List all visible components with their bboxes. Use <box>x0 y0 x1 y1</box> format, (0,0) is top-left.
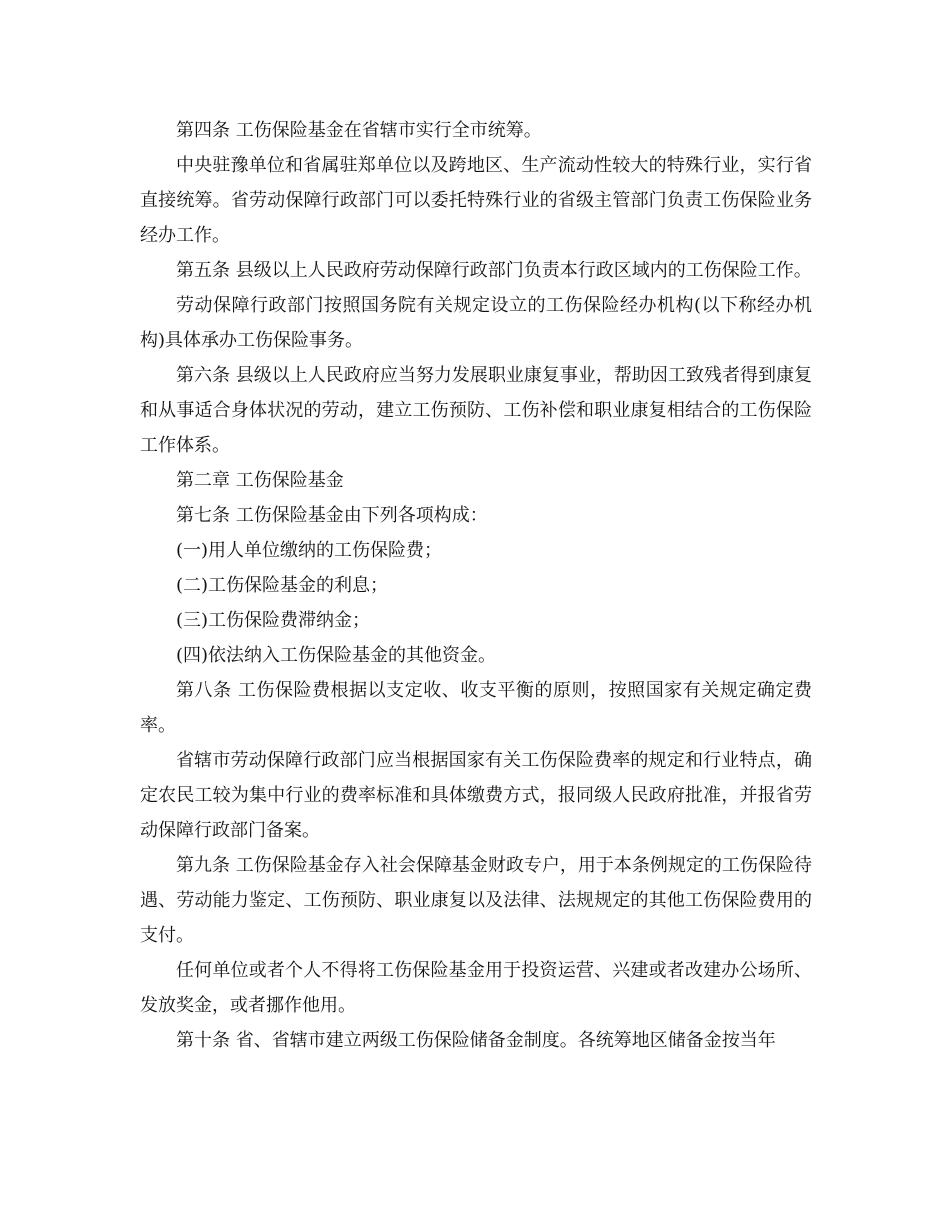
list-item-2: (二)工伤保险基金的利息； <box>176 575 389 596</box>
list-item-4: (四)依法纳入工伤保险基金的其他资金。 <box>176 645 497 666</box>
chapter-heading: 第二章 工伤保险基金 <box>176 470 344 491</box>
paragraph-rate-standard: 省辖市劳动保障行政部门应当根据国家有关工伤保险费率的规定和行业特点，确定农民工较为集中行业的费率标准和具体缴费方式，报同级人民政府批准，并报省劳动保障行政部门备案。 <box>140 750 812 841</box>
paragraph-article-6: 第六条 县级以上人民政府应当努力发展职业康复事业，帮助因工致残者得到康复和从事适合身体状况的劳动，建立工伤预防、工伤补偿和职业康复相结合的工伤保险工作体系。 <box>140 365 812 456</box>
paragraph-article-7: 第七条 工伤保险基金由下列各项构成： <box>176 505 488 526</box>
paragraph-article-5: 第五条 县级以上人民政府劳动保障行政部门负责本行政区域内的工伤保险工作。 <box>176 260 812 281</box>
paragraph-article-10: 第十条 省、省辖市建立两级工伤保险储备金制度。各统筹地区储备金按当年 <box>176 1030 776 1051</box>
paragraph-central-units: 中央驻豫单位和省属驻郑单位以及跨地区、生产流动性较大的特殊行业，实行省直接统筹。省劳动保障行政部门可以委托特殊行业的省级主管部门负责工伤保险业务经办工作。 <box>140 155 812 246</box>
paragraph-prohibition: 任何单位或者个人不得将工伤保险基金用于投资运营、兴建或者改建办公场所、发放奖金，或者挪作他用。 <box>140 960 812 1016</box>
paragraph-article-9: 第九条 工伤保险基金存入社会保障基金财政专户，用于本条例规定的工伤保险待遇、劳动能力鉴定、工伤预防、职业康复以及法律、法规规定的其他工伤保险费用的支付。 <box>140 855 812 946</box>
list-item-3: (三)工伤保险费滞纳金； <box>176 610 371 631</box>
paragraph-article-4: 第四条 工伤保险基金在省辖市实行全市统筹。 <box>176 120 542 141</box>
paragraph-article-8: 第八条 工伤保险费根据以支定收、收支平衡的原则，按照国家有关规定确定费率。 <box>140 680 812 736</box>
document-body <box>140 113 812 1058</box>
paragraph-agency: 劳动保障行政部门按照国务院有关规定设立的工伤保险经办机构(以下称经办机构)具体承办工伤保险事务。 <box>140 295 812 351</box>
list-item-1: (一)用人单位缴纳的工伤保险费； <box>176 540 443 561</box>
